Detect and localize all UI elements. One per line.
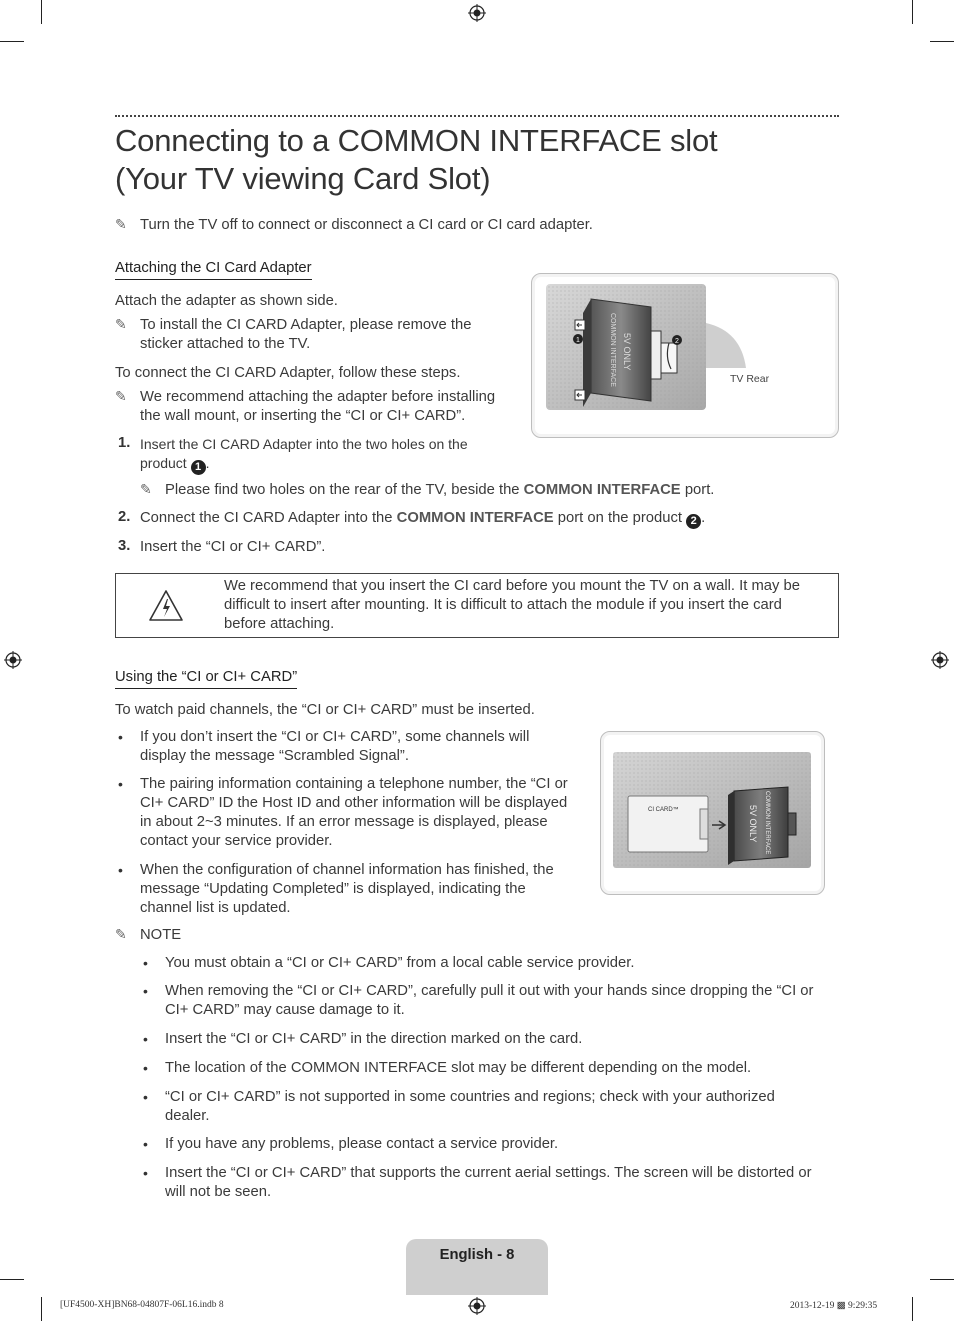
bullet-icon: • <box>143 983 148 999</box>
crop-mark <box>912 0 913 24</box>
bullet-icon: • <box>143 1136 148 1152</box>
crop-mark <box>930 1279 954 1280</box>
ci-module-text: COMMON INTERFACE <box>764 791 770 855</box>
bullet-icon: • <box>143 1060 148 1076</box>
bullet-icon: • <box>143 1165 148 1181</box>
page-number: English - 8 <box>439 1247 515 1263</box>
step-number: 2. <box>118 509 131 525</box>
pencil-icon: ✎ <box>115 316 127 332</box>
step-2-pre: Connect the CI CARD Adapter into the <box>140 510 393 526</box>
note-item-7-line-2: will not be seen. <box>165 1184 272 1200</box>
registration-mark-icon <box>468 4 486 22</box>
step-1-note-text: Please find two holes on the rear of the TV, beside the <box>165 482 520 498</box>
bullet-1-line-2: display the message “Scrambled Signal”. <box>140 748 409 764</box>
bullet-icon: • <box>143 955 148 971</box>
step-2-keyword: COMMON INTERFACE <box>396 510 554 526</box>
section1-paragraph-2: To connect the CI CARD Adapter, follow these steps. <box>115 365 461 381</box>
tv-card-voltage: 5V ONLY <box>622 333 632 371</box>
bullet-3-line-3: channel list is updated. <box>140 900 291 916</box>
bullet-icon: • <box>143 1031 148 1047</box>
tv-rear-illustration <box>531 273 837 436</box>
step-1-note-end: port. <box>684 482 715 498</box>
section1-note-2-line-1: We recommend attaching the adapter before installing <box>140 389 496 405</box>
bullet-icon: • <box>118 776 123 792</box>
crop-mark <box>912 1297 913 1321</box>
registration-mark-icon <box>4 651 22 669</box>
step-1-product-label: product <box>140 455 187 471</box>
title-line-1: Connecting to a COMMON INTERFACE slot <box>115 123 718 158</box>
section1-note-1-line-1: To install the CI CARD Adapter, please remove the <box>140 317 472 333</box>
pencil-icon: ✎ <box>115 926 127 942</box>
tv-card-text: COMMON INTERFACE <box>609 313 616 387</box>
note-item-7-line-1: Insert the “CI or CI+ CARD” that supports the current aerial settings. The screen will be distorted or <box>165 1165 812 1181</box>
ci-module-voltage: 5V ONLY <box>748 805 758 843</box>
crop-mark <box>0 41 24 42</box>
note-item-6-line-1: If you have any problems, please contact a service provider. <box>165 1136 559 1152</box>
step-2-post: port on the product <box>557 510 682 526</box>
pencil-icon: ✎ <box>115 216 127 232</box>
warning-line-2: difficult to insert after mounting. It is difficult to attach the module if you insert the card <box>224 597 782 613</box>
marker-1-icon: 1 <box>191 460 206 475</box>
section1-paragraph-1: Attach the adapter as shown side. <box>115 293 338 309</box>
step-2-end: . <box>701 510 706 526</box>
print-slug-right: 2013-12-19 ▩ 9:29:35 <box>790 1301 878 1311</box>
section1-note-1-line-2: sticker attached to the TV. <box>140 336 311 352</box>
print-slug-left: [UF4500-XH]BN68-04807F-06L16.indb 8 <box>60 1300 224 1310</box>
registration-mark-icon <box>931 651 949 669</box>
warning-triangle-icon <box>148 589 184 622</box>
section-heading-attaching: Attaching the CI Card Adapter <box>115 259 312 280</box>
bullet-1-line-1: If you don’t insert the “CI or CI+ CARD”, some channels will <box>140 729 530 745</box>
pencil-icon: ✎ <box>140 481 152 497</box>
registration-mark-icon <box>468 1297 486 1315</box>
section-heading-using: Using the “CI or CI+ CARD” <box>115 668 297 689</box>
step-1-line-2 <box>140 454 209 475</box>
step-number: 3. <box>118 538 131 554</box>
bullet-2-line-3: in about 2~3 minutes. If an error message is displayed, please <box>140 814 548 830</box>
step-1-period: . <box>205 455 210 471</box>
section2-paragraph-1: To watch paid channels, the “CI or CI+ CARD” must be inserted. <box>115 702 535 718</box>
note-label: NOTE <box>140 927 182 943</box>
bullet-2-line-2: CI+ CARD” ID the Host ID and other information will be displayed <box>140 795 568 811</box>
title-line-2: (Your TV viewing Card Slot) <box>115 161 491 196</box>
crop-mark <box>41 1297 42 1321</box>
intro-note: Turn the TV off to connect or disconnect a CI card or CI card adapter. <box>140 217 593 233</box>
marker-1-icon: 1 <box>576 337 580 344</box>
bullet-3-line-1: When the configuration of channel information has finished, the <box>140 862 554 878</box>
bullet-2-line-1: The pairing information containing a telephone number, the “CI or <box>140 776 568 792</box>
step-1-note-keyword: COMMON INTERFACE <box>523 482 681 498</box>
bullet-icon: • <box>143 1089 148 1105</box>
crop-mark <box>0 1279 24 1280</box>
note-item-2-line-2: CI+ CARD” may cause damage to it. <box>165 1002 405 1018</box>
note-item-5-line-2: dealer. <box>165 1108 210 1124</box>
bullet-3-line-2: message “Updating Completed” is displayed, indicating the <box>140 881 526 897</box>
note-item-1-line-1: You must obtain a “CI or CI+ CARD” from a local cable service provider. <box>165 955 635 971</box>
step-1-line-1: Insert the CI CARD Adapter into the two holes on the <box>140 436 468 452</box>
title-divider <box>115 115 839 117</box>
marker-2-icon: 2 <box>675 338 679 345</box>
section1-note-2-line-2: the wall mount, or inserting the “CI or CI+ CARD”. <box>140 408 466 424</box>
page-title <box>115 122 839 198</box>
pencil-icon: ✎ <box>115 388 127 404</box>
step-number: 1. <box>118 435 131 451</box>
ci-card-illustration <box>600 731 823 893</box>
note-item-3-line-1: Insert the “CI or CI+ CARD” in the direction marked on the card. <box>165 1031 583 1047</box>
warning-line-1: We recommend that you insert the CI card before you mount the TV on a wall. It may be <box>224 578 800 594</box>
warning-line-3: before attaching. <box>224 616 335 632</box>
bullet-icon: • <box>118 862 123 878</box>
marker-2-icon: 2 <box>686 514 701 529</box>
ci-card-label: CI CARD™ <box>648 807 679 813</box>
bullet-2-line-4: contact your service provider. <box>140 833 333 849</box>
note-item-2-line-1: When removing the “CI or CI+ CARD”, carefully pull it out with your hands since dropping the “CI or <box>165 983 814 999</box>
tv-rear-label: TV Rear <box>730 373 770 385</box>
crop-mark <box>41 0 42 24</box>
step-1-note <box>165 481 714 500</box>
step-2-text <box>140 509 705 529</box>
note-item-4-line-1: The location of the COMMON INTERFACE slot may be different depending on the model. <box>165 1060 752 1076</box>
crop-mark <box>930 41 954 42</box>
step-3-text: Insert the “CI or CI+ CARD”. <box>140 539 326 555</box>
note-item-5-line-1: “CI or CI+ CARD” is not supported in some countries and regions; check with your authorized <box>165 1089 775 1105</box>
bullet-icon: • <box>118 729 123 745</box>
